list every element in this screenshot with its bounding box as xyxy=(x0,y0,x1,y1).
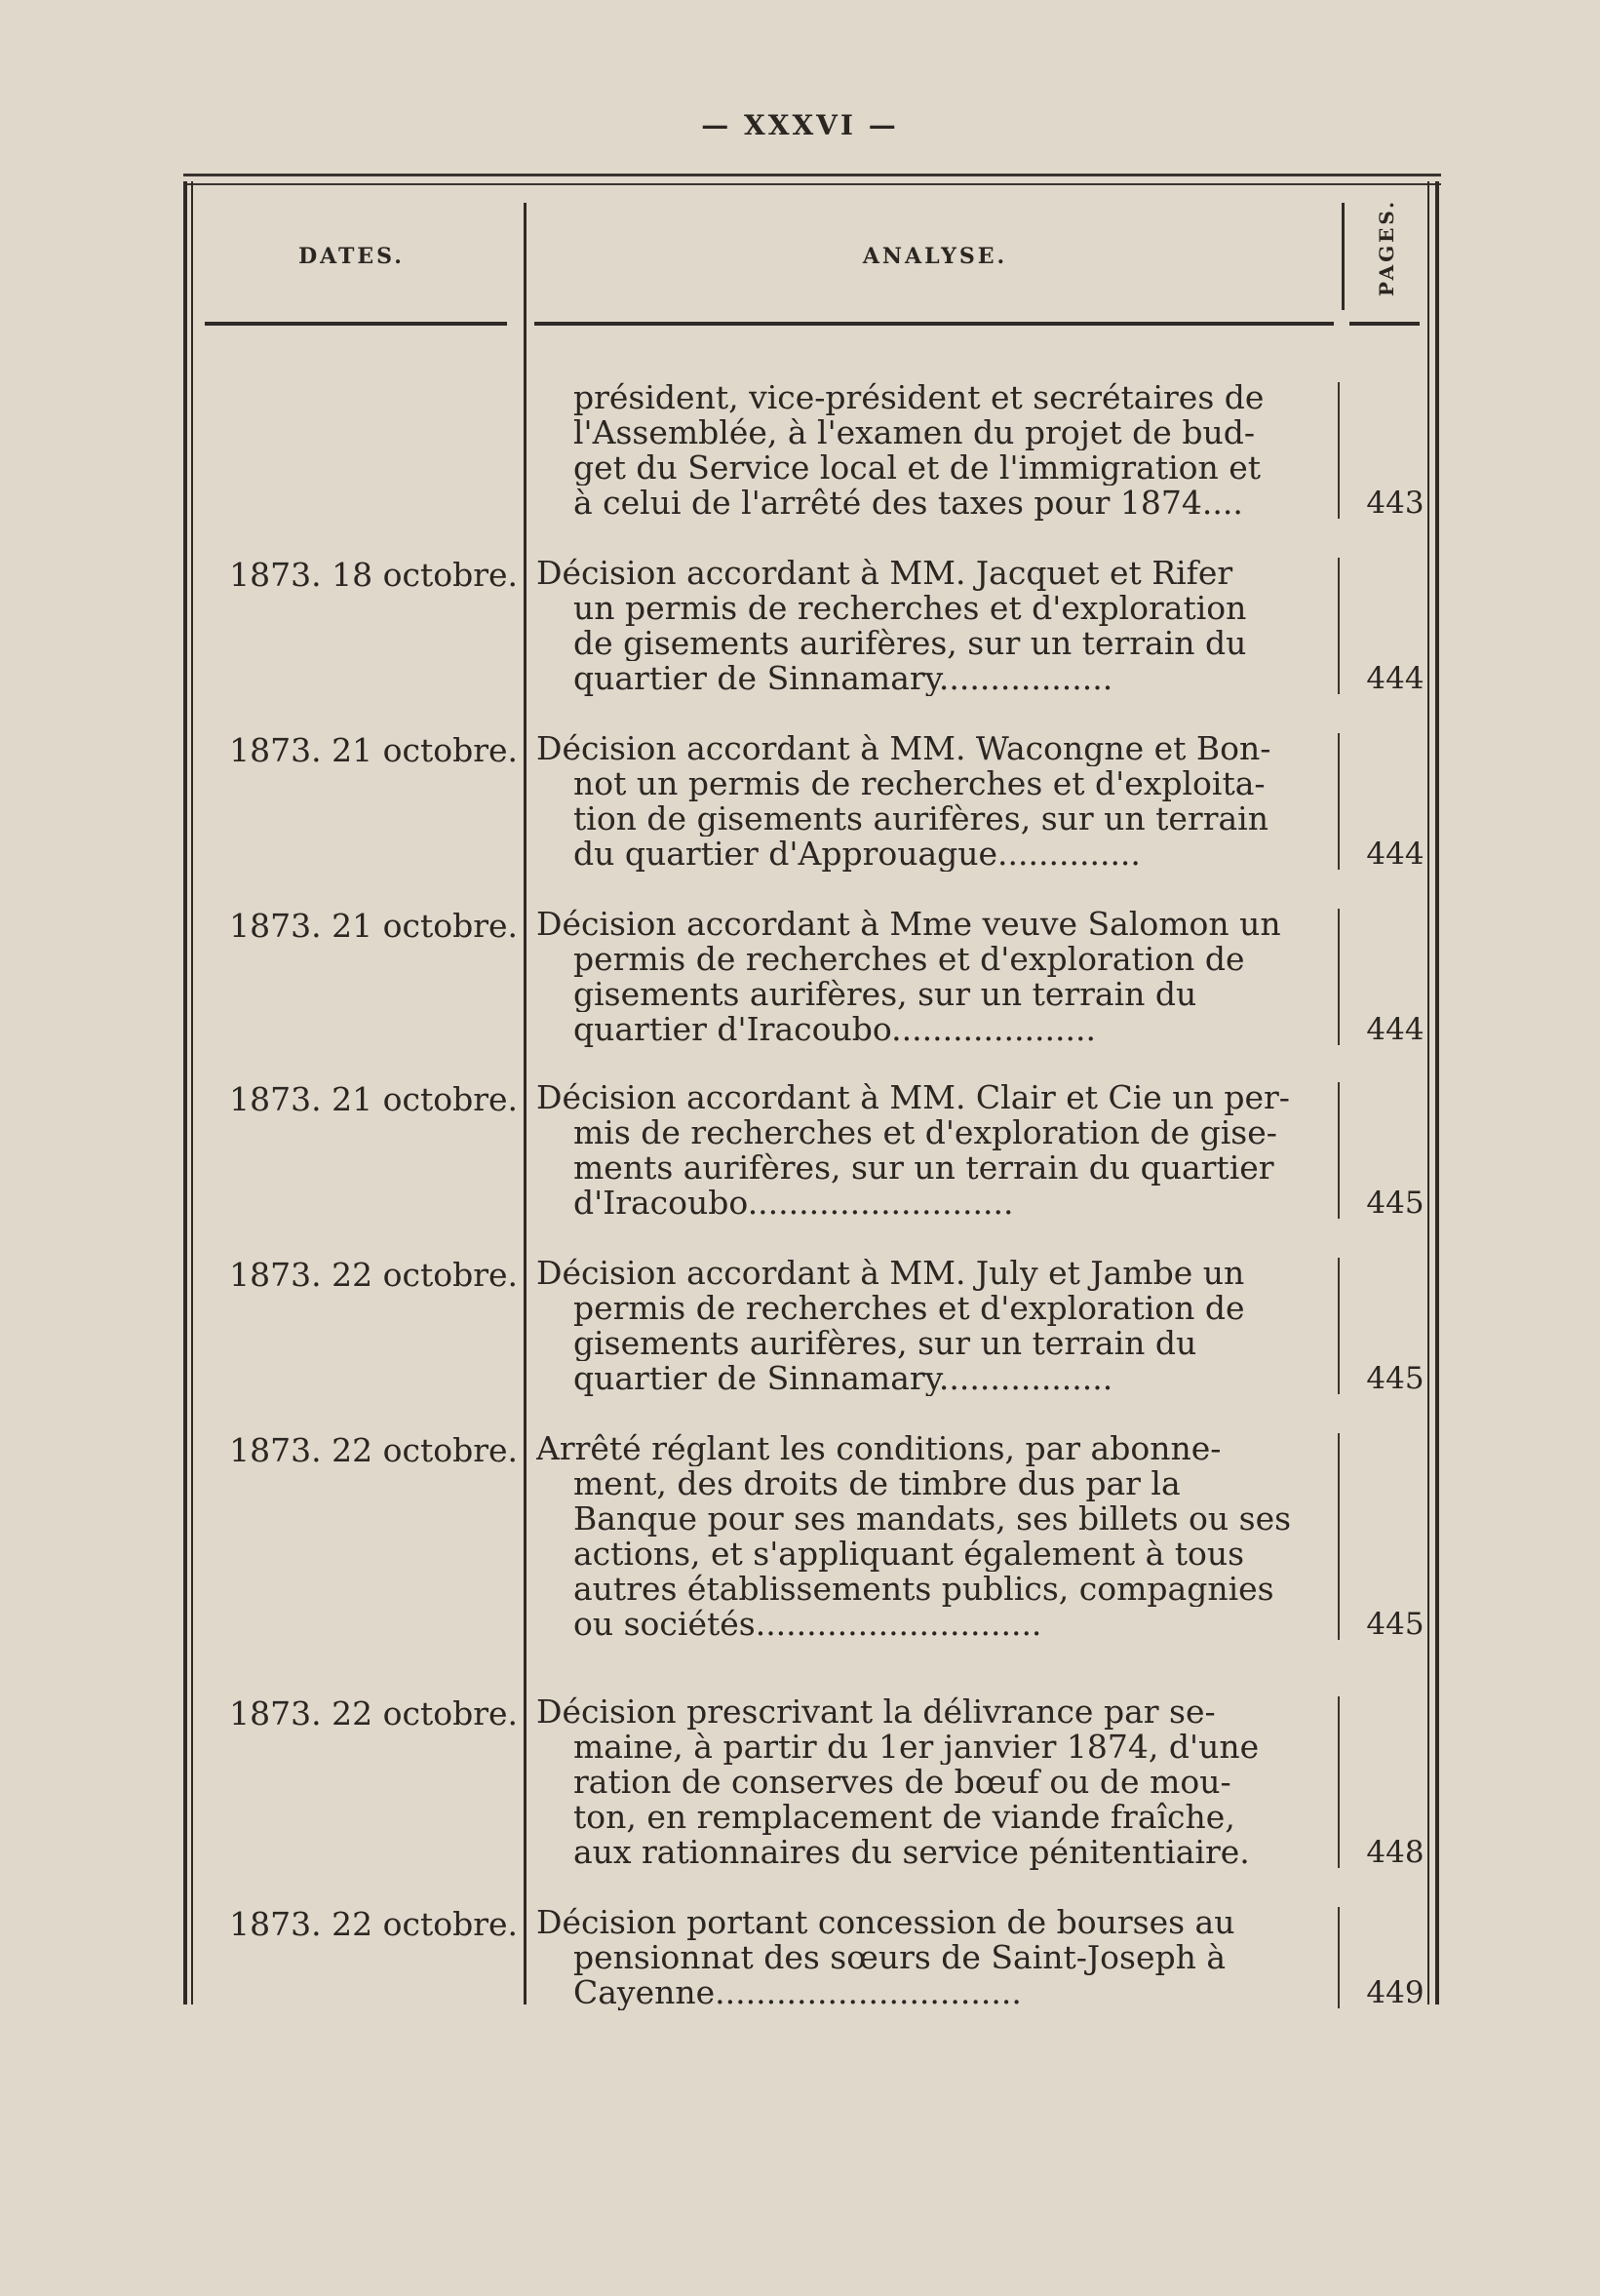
analysis-line: Arrêté réglant les conditions, par abonne- xyxy=(536,1431,1222,1466)
page-divider xyxy=(1338,733,1340,870)
page-divider xyxy=(1338,1907,1340,2008)
analysis-line: actions, et s'appliquant également à tous xyxy=(573,1537,1245,1572)
entry-date: 1873. 22 octobre. xyxy=(229,1256,518,1294)
analysis-line: ration de conserves de bœuf ou de mou- xyxy=(573,1765,1231,1800)
analysis-line: Décision prescrivant la délivrance par se- xyxy=(536,1694,1216,1730)
analysis-line: du quartier d'Approuague.............. xyxy=(573,837,1141,872)
analysis-line: ton, en remplacement de viande fraîche, xyxy=(573,1800,1235,1835)
dates-column-divider xyxy=(524,203,527,2004)
analysis-line: Banque pour ses mandats, ses billets ou ses xyxy=(573,1501,1292,1537)
analysis-line: Décision accordant à MM. July et Jambe un xyxy=(536,1256,1245,1291)
entry-analysis xyxy=(536,380,1328,521)
analysis-line: ments aurifères, sur un terrain du quartier xyxy=(573,1150,1274,1186)
entry-date: 1873. 21 octobre. xyxy=(229,1080,518,1118)
page-divider xyxy=(1338,1696,1340,1868)
page-divider xyxy=(1338,1082,1340,1219)
entry-date: 1873. 21 octobre. xyxy=(229,731,518,769)
entry-analysis xyxy=(536,1080,1328,1221)
entry-date: 1873. 18 octobre. xyxy=(229,556,518,594)
entry-page: 444 xyxy=(1366,661,1424,696)
analysis-line: quartier de Sinnamary................. xyxy=(573,661,1113,696)
page-number: — XXXVI — xyxy=(701,109,899,141)
pages-header-rule xyxy=(1349,322,1420,326)
entry-page: 445 xyxy=(1366,1607,1424,1642)
entry-page: 444 xyxy=(1366,1012,1424,1047)
page-divider xyxy=(1338,1258,1340,1394)
entry-analysis xyxy=(536,1431,1328,1642)
entry-analysis xyxy=(536,556,1328,696)
analysis-line: permis de recherches et d'exploration de xyxy=(573,942,1245,977)
analysis-line: l'Assemblée, à l'examen du projet de bud- xyxy=(573,415,1255,450)
analysis-line: d'Iracoubo.......................... xyxy=(573,1186,1014,1221)
analysis-line: permis de recherches et d'exploration de xyxy=(573,1291,1245,1326)
analysis-line: tion de gisements aurifères, sur un terrain xyxy=(573,801,1268,837)
analysis-line: maine, à partir du 1er janvier 1874, d'une xyxy=(573,1730,1260,1765)
top-rule xyxy=(183,174,1441,185)
entry-page: 443 xyxy=(1366,486,1424,521)
entry-date: 1873. 22 octobre. xyxy=(229,1694,518,1732)
entry-page: 445 xyxy=(1366,1186,1424,1221)
entry-date: 1873. 22 octobre. xyxy=(229,1431,518,1469)
analysis-line: ment, des droits de timbre dus par la xyxy=(573,1466,1181,1501)
entry-page: 445 xyxy=(1366,1361,1424,1396)
analysis-line: Décision accordant à MM. Clair et Cie un per- xyxy=(536,1080,1290,1115)
page-divider xyxy=(1338,909,1340,1045)
entry-analysis xyxy=(536,1256,1328,1396)
right-border xyxy=(1435,181,1439,2004)
analysis-line: Décision portant concession de bourses au xyxy=(536,1905,1235,1940)
analysis-line: mis de recherches et d'exploration de gise- xyxy=(573,1115,1277,1150)
dates-header-rule xyxy=(205,322,507,326)
analysis-line: get du Service local et de l'immigration et xyxy=(573,450,1262,486)
analysis-line: Décision accordant à MM. Jacquet et Rifer xyxy=(536,556,1233,591)
analysis-line: Décision accordant à Mme veuve Salomon un xyxy=(536,907,1281,942)
analysis-line: à celui de l'arrêté des taxes pour 1874.... xyxy=(573,486,1243,521)
analysis-line: Décision accordant à MM. Wacongne et Bon- xyxy=(536,731,1271,766)
analysis-line: ou sociétés............................ xyxy=(573,1607,1042,1642)
analyse-header-rule xyxy=(534,322,1334,326)
analysis-line: Cayenne.............................. xyxy=(573,1975,1022,2010)
entry-page: 449 xyxy=(1366,1975,1424,2010)
dates-header: DATES. xyxy=(298,244,405,269)
entry-page: 448 xyxy=(1366,1835,1424,1870)
analysis-line: un permis de recherches et d'exploration xyxy=(573,591,1247,626)
entry-date: 1873. 21 octobre. xyxy=(229,907,518,945)
analysis-line: not un permis de recherches et d'exploita- xyxy=(573,766,1266,801)
analysis-line: de gisements aurifères, sur un terrain du xyxy=(573,626,1247,661)
entry-date: 1873. 22 octobre. xyxy=(229,1905,518,1943)
pages-header: PAGES. xyxy=(1375,198,1398,296)
analyse-header: ANALYSE. xyxy=(862,244,1008,269)
page-divider xyxy=(1338,382,1340,519)
entry-analysis xyxy=(536,907,1328,1047)
entry-page: 444 xyxy=(1366,837,1424,872)
pages-column-divider xyxy=(1342,203,1345,310)
analysis-line: aux rationnaires du service pénitentiaire. xyxy=(573,1835,1250,1870)
analysis-line: gisements aurifères, sur un terrain du xyxy=(573,977,1197,1012)
page-divider xyxy=(1338,1433,1340,1640)
analysis-line: autres établissements publics, compagnies xyxy=(573,1572,1274,1607)
left-border xyxy=(183,181,187,2004)
analysis-line: quartier d'Iracoubo.................... xyxy=(573,1012,1096,1047)
analysis-line: président, vice-président et secrétaires de xyxy=(573,380,1265,415)
page-divider xyxy=(1338,558,1340,694)
analysis-line: quartier de Sinnamary................. xyxy=(573,1361,1113,1396)
entry-analysis xyxy=(536,731,1328,872)
analysis-line: pensionnat des sœurs de Saint-Joseph à xyxy=(573,1940,1227,1975)
analysis-line: gisements aurifères, sur un terrain du xyxy=(573,1326,1197,1361)
register-table xyxy=(183,174,1443,2010)
right-border-inner xyxy=(1427,181,1429,2004)
entry-analysis xyxy=(536,1905,1328,2010)
entry-analysis xyxy=(536,1694,1328,1870)
